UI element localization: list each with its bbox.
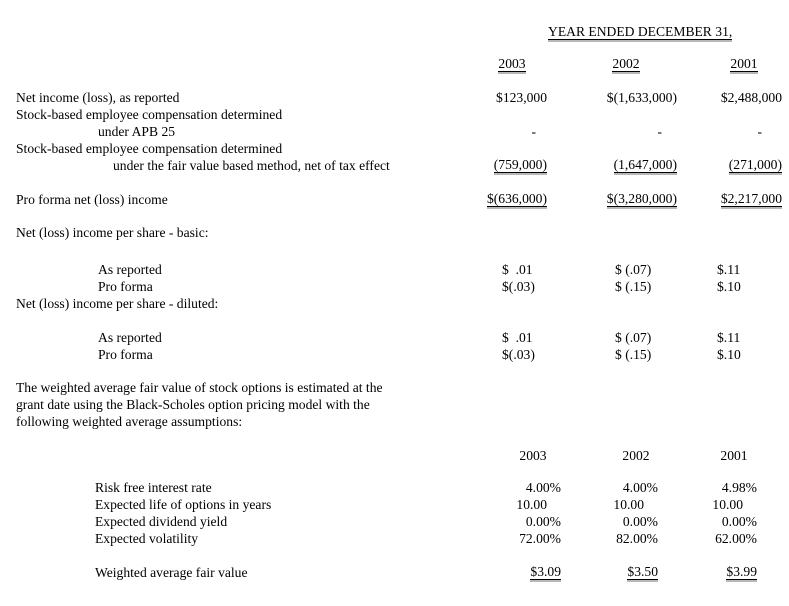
year-column-header-2001: 2001: [720, 448, 748, 463]
table-row: [0, 479, 789, 496]
table-row: [0, 140, 789, 157]
table-row: [0, 106, 789, 123]
row-label: Pro forma: [98, 279, 153, 294]
row-label: Stock-based employee compensation determined: [16, 141, 283, 156]
table-row: [0, 89, 789, 106]
row-label: Expected volatility: [95, 531, 199, 546]
value-cell-2002: $ (.15): [615, 279, 652, 294]
table-row: [0, 191, 789, 208]
table-row: [0, 157, 789, 174]
value-cell-2001: $2,217,000: [720, 191, 782, 206]
value-cell-2002: 10.00: [613, 497, 644, 512]
value-cell-2002: $3.50: [627, 564, 658, 579]
value-cell-2003: 72.00%: [519, 531, 561, 546]
table-row: [0, 261, 789, 278]
value-cell-2002: $(3,280,000): [606, 191, 677, 206]
table-row: [0, 278, 789, 295]
table-row: [0, 123, 789, 140]
value-cell-2001: 0.00%: [721, 514, 757, 529]
value-cell-2002: $ (.07): [615, 330, 652, 345]
value-cell-2002: 0.00%: [622, 514, 658, 529]
row-label: Pro forma net (loss) income: [16, 192, 168, 207]
row-label: Net income (loss), as reported: [16, 90, 180, 105]
table-row: [0, 55, 789, 72]
row-label: Stock-based employee compensation determined: [16, 107, 283, 122]
table-row: [0, 447, 789, 464]
paragraph-line: [0, 413, 789, 430]
paragraph-text: The weighted average fair value of stock options is estimated at the: [16, 380, 383, 395]
year-column-header-2001: 2001: [730, 56, 758, 71]
year-column-header-2002: 2002: [622, 448, 650, 463]
table-row: [0, 346, 789, 363]
table-row: [0, 295, 789, 312]
value-cell-2003: $(.03): [502, 347, 535, 362]
table-row: [0, 513, 789, 530]
value-cell-2003: 10.00: [516, 497, 547, 512]
row-label: under APB 25: [98, 124, 176, 139]
value-cell-2001: 10.00: [712, 497, 743, 512]
row-label: Pro forma: [98, 347, 153, 362]
value-cell-2002: $(1,633,000): [606, 90, 677, 105]
table-row: [0, 24, 789, 41]
row-label: As reported: [98, 262, 162, 277]
value-cell-2001: 62.00%: [715, 531, 757, 546]
paragraph-line: [0, 396, 789, 413]
value-cell-2003: (759,000): [493, 157, 547, 172]
value-cell-2001: (271,000): [728, 157, 782, 172]
year-ended-header: YEAR ENDED DECEMBER 31,: [548, 24, 733, 39]
value-cell-2003: -: [531, 124, 536, 139]
table-row: [0, 530, 789, 547]
value-cell-2001: $.11: [717, 330, 741, 345]
row-label: As reported: [98, 330, 162, 345]
value-cell-2001: 4.98%: [721, 480, 757, 495]
table-row: [0, 329, 789, 346]
value-cell-2001: $3.99: [726, 564, 757, 579]
paragraph-text: following weighted average assumptions:: [16, 414, 243, 429]
value-cell-2003: $ .01: [502, 262, 533, 277]
year-column-header-2002: 2002: [612, 56, 640, 71]
row-label: Risk free interest rate: [95, 480, 212, 495]
table-row: [0, 496, 789, 513]
value-cell-2001: $.11: [717, 262, 741, 277]
value-cell-2001: $2,488,000: [720, 90, 782, 105]
paragraph-line: [0, 379, 789, 396]
value-cell-2003: $ .01: [502, 330, 533, 345]
table-row: [0, 564, 789, 581]
value-cell-2002: $ (.07): [615, 262, 652, 277]
value-cell-2003: 0.00%: [525, 514, 561, 529]
value-cell-2002: 4.00%: [622, 480, 658, 495]
row-label: under the fair value based method, net of tax effect: [113, 158, 390, 173]
section-heading-diluted: Net (loss) income per share - diluted:: [16, 296, 219, 311]
value-cell-2003: $(636,000): [486, 191, 547, 206]
value-cell-2002: -: [657, 124, 662, 139]
row-label: Weighted average fair value: [95, 565, 248, 580]
value-cell-2003: 4.00%: [525, 480, 561, 495]
paragraph-text: grant date using the Black-Scholes option pricing model with the: [16, 397, 370, 412]
value-cell-2003: $3.09: [530, 564, 561, 579]
year-column-header-2003: 2003: [498, 56, 526, 71]
value-cell-2001: -: [757, 124, 762, 139]
value-cell-2003: $123,000: [496, 90, 547, 105]
table-row: [0, 224, 789, 241]
value-cell-2002: $ (.15): [615, 347, 652, 362]
section-heading-basic: Net (loss) income per share - basic:: [16, 225, 209, 240]
value-cell-2002: 82.00%: [616, 531, 658, 546]
value-cell-2002: (1,647,000): [613, 157, 677, 172]
year-column-header-2003: 2003: [519, 448, 547, 463]
value-cell-2003: $(.03): [502, 279, 535, 294]
value-cell-2001: $.10: [717, 279, 741, 294]
row-label: Expected dividend yield: [95, 514, 228, 529]
row-label: Expected life of options in years: [95, 497, 272, 512]
value-cell-2001: $.10: [717, 347, 741, 362]
